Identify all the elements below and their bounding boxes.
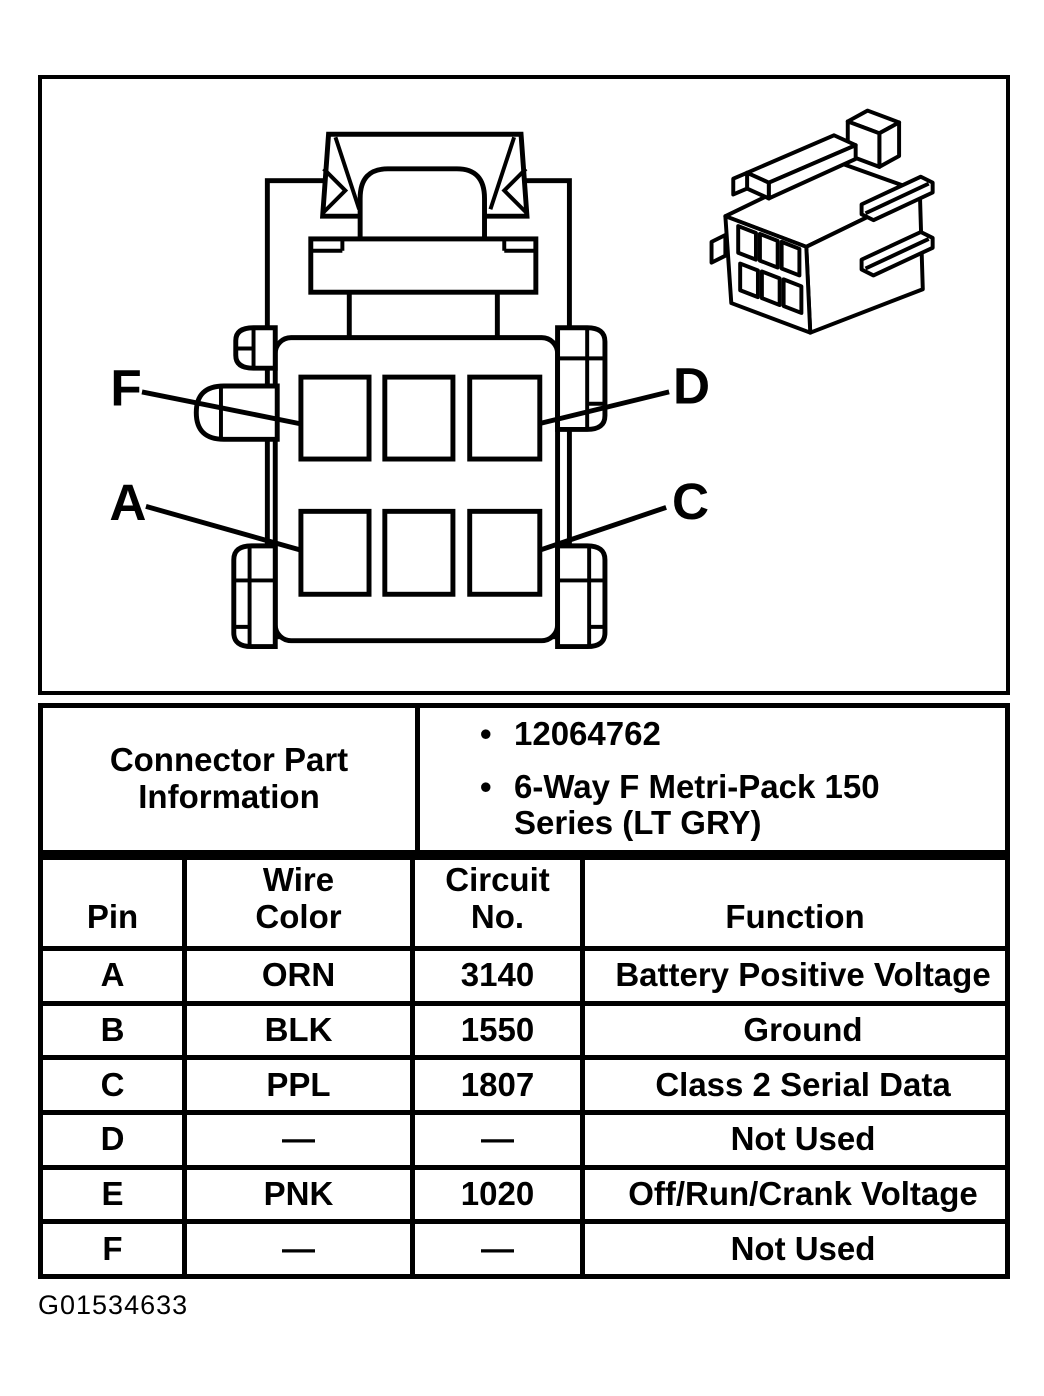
pinout-table	[38, 855, 1010, 1279]
part-description-item	[480, 769, 886, 843]
part-description: 6-Way F Metri-Pack 150 Series (LT GRY)	[514, 767, 880, 842]
pin-cell: D	[43, 1115, 182, 1165]
pin-cell: B	[43, 1006, 182, 1056]
part-info-title: Connector Part Information	[109, 741, 349, 815]
pin-cell: C	[43, 1060, 182, 1110]
bullet-icon: •	[480, 767, 492, 805]
connector-diagram	[42, 79, 1006, 691]
pin-cavity-label-d: D	[673, 357, 711, 415]
cavity-c	[470, 511, 540, 594]
circuit-no-cell: 1020	[415, 1170, 580, 1220]
header-pin: Pin	[43, 860, 182, 946]
part-number: 12064762	[514, 714, 661, 752]
header-function: Function	[585, 860, 1005, 946]
cavity-e	[385, 377, 453, 459]
bullet-icon: •	[480, 714, 492, 752]
pin-cell: E	[43, 1170, 182, 1220]
cavity-a	[301, 511, 369, 594]
connector-part-info-table	[38, 703, 1010, 855]
part-info-title-cell	[43, 708, 415, 850]
cavity-f	[301, 377, 369, 459]
function-cell: Ground	[585, 1006, 1005, 1056]
figure-id-caption: G01534633	[38, 1290, 189, 1320]
wire-color-cell: —	[187, 1115, 410, 1165]
lock-crossbar	[311, 239, 536, 292]
wire-color-cell: —	[187, 1224, 410, 1274]
corner-bumper-bottom-right	[558, 546, 605, 647]
function-cell: Battery Positive Voltage	[585, 951, 1005, 1001]
cavity-b	[385, 511, 453, 594]
header-circuit-no: Circuit No.	[415, 860, 580, 946]
pin-cavity-label-f: F	[110, 359, 142, 417]
lock-tab	[360, 169, 484, 239]
connector-front-view	[196, 134, 605, 646]
corner-bumper-top-left	[236, 328, 275, 368]
function-cell: Not Used	[585, 1115, 1005, 1165]
iso-left-nub	[712, 235, 726, 263]
corner-bumper-bottom-left	[234, 546, 275, 647]
function-cell: Class 2 Serial Data	[585, 1060, 1005, 1110]
pin-cavity-label-a: A	[109, 474, 147, 532]
circuit-no-cell: —	[415, 1115, 580, 1165]
wire-color-cell: PNK	[187, 1170, 410, 1220]
function-cell: Off/Run/Crank Voltage	[585, 1170, 1005, 1220]
connector-isometric-view	[712, 111, 933, 333]
pin-cavity-label-c: C	[672, 473, 710, 531]
circuit-no-cell: 1550	[415, 1006, 580, 1056]
connector-figure-box	[38, 75, 1010, 695]
wire-color-cell: BLK	[187, 1006, 410, 1056]
header-wire-color: Wire Color	[187, 860, 410, 946]
wire-color-cell: ORN	[187, 951, 410, 1001]
circuit-no-cell: 1807	[415, 1060, 580, 1110]
pin-cell: A	[43, 951, 182, 1001]
circuit-no-cell: 3140	[415, 951, 580, 1001]
pin-cell: F	[43, 1224, 182, 1274]
part-number-item	[480, 716, 661, 753]
wire-color-cell: PPL	[187, 1060, 410, 1110]
part-info-details-cell	[420, 708, 1005, 850]
circuit-no-cell: —	[415, 1224, 580, 1274]
cavity-d	[470, 377, 540, 459]
function-cell: Not Used	[585, 1224, 1005, 1274]
